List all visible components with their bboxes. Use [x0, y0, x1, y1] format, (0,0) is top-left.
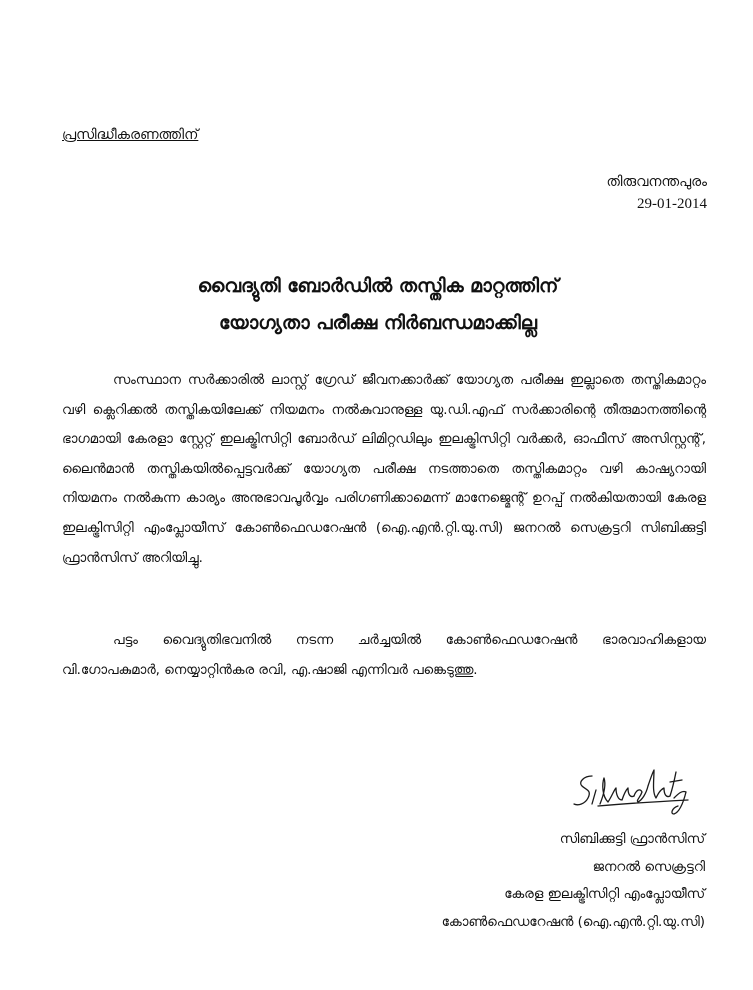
place-date-block: [607, 171, 707, 215]
publication-label: പ്രസിദ്ധീകരണത്തിന്: [62, 127, 199, 143]
signatory-designation: ജനറൽ സെക്രട്ടറി: [592, 859, 705, 875]
headline: [60, 268, 696, 342]
date-text: 29-01-2014: [637, 196, 707, 212]
headline-line-2: യോഗ്യതാ പരീക്ഷ നിർബന്ധമാക്കില്ല: [219, 312, 537, 334]
signatory-organization-line-2: കോൺഫെഡറേഷൻ (ഐ.എൻ.റ്റി.യു.സി): [441, 914, 705, 930]
headline-line-1: വൈദ്യുതി ബോർഡിൽ തസ്തിക മാറ്റത്തിന്: [197, 275, 559, 297]
body-paragraph-2: പട്ടം വൈദ്യുതിഭവനിൽ നടന്ന ചർച്ചയിൽ കോൺഫെഡറേഷൻ ഭാരവാഹികളായ വി.ഗോപകുമാർ, നെയ്യാറ്റിൻകര രവി, എ.ഷാജി എന്നിവർ പങ്കെടുത്തു.: [62, 633, 706, 678]
body-paragraph-1: സംസ്ഥാന സർക്കാരിൽ ലാസ്റ്റ് ഗ്രേഡ് ജീവനക്കാർക്ക് യോഗ്യത പരീക്ഷ ഇല്ലാതെ തസ്തികമാറ്റം വഴി ക്ലെറിക്കൽ തസ്തികയിലേക്ക് നിയമനം നൽകുവാനുള്ള യു.ഡി.എഫ് സർക്കാരിന്റെ തീരുമാനത്തിന്റെ ഭാഗമായി കേരളാ സ്റ്റേറ്റ് ഇലക്ട്രിസിറ്റി ബോർഡ് ലിമിറ്റഡിലും ഇലക്ട്രിസിറ്റി വർക്കർ, ഓഫീസ് അസിസ്റ്റന്റ്, ലൈൻമാൻ തസ്തികയിൽപ്പെട്ടവർക്ക് യോഗ്യത പരീക്ഷ നടത്താതെ തസ്തികമാറ്റം വഴി കാഷ്യറായി നിയമനം നൽകുന്ന കാര്യം അനുഭാവപൂർവ്വം പരിഗണിക്കാമെന്ന് മാനേജ്മെന്റ് ഉറപ്പ് നൽകിയതായി കേരള ഇലക്ട്രിസിറ്റി എംപ്ലോയീസ് കോൺഫെഡറേഷൻ (ഐ.എൻ.റ്റി.യു.സി) ജനറൽ സെക്രട്ടറി സിബിക്കുട്ടി ഫ്രാൻസിസ് അറിയിച്ചു.: [62, 373, 706, 566]
signatory-organization: കേരള ഇലക്ട്രിസിറ്റി എംപ്ലോയീസ്: [504, 887, 705, 902]
handwritten-signature: [570, 760, 700, 820]
place-text: തിരുവനന്തപുരം: [606, 174, 707, 190]
signatory-block: [442, 826, 705, 936]
signatory-name: സിബിക്കുട്ടി ഫ്രാൻസിസ്: [559, 832, 705, 847]
